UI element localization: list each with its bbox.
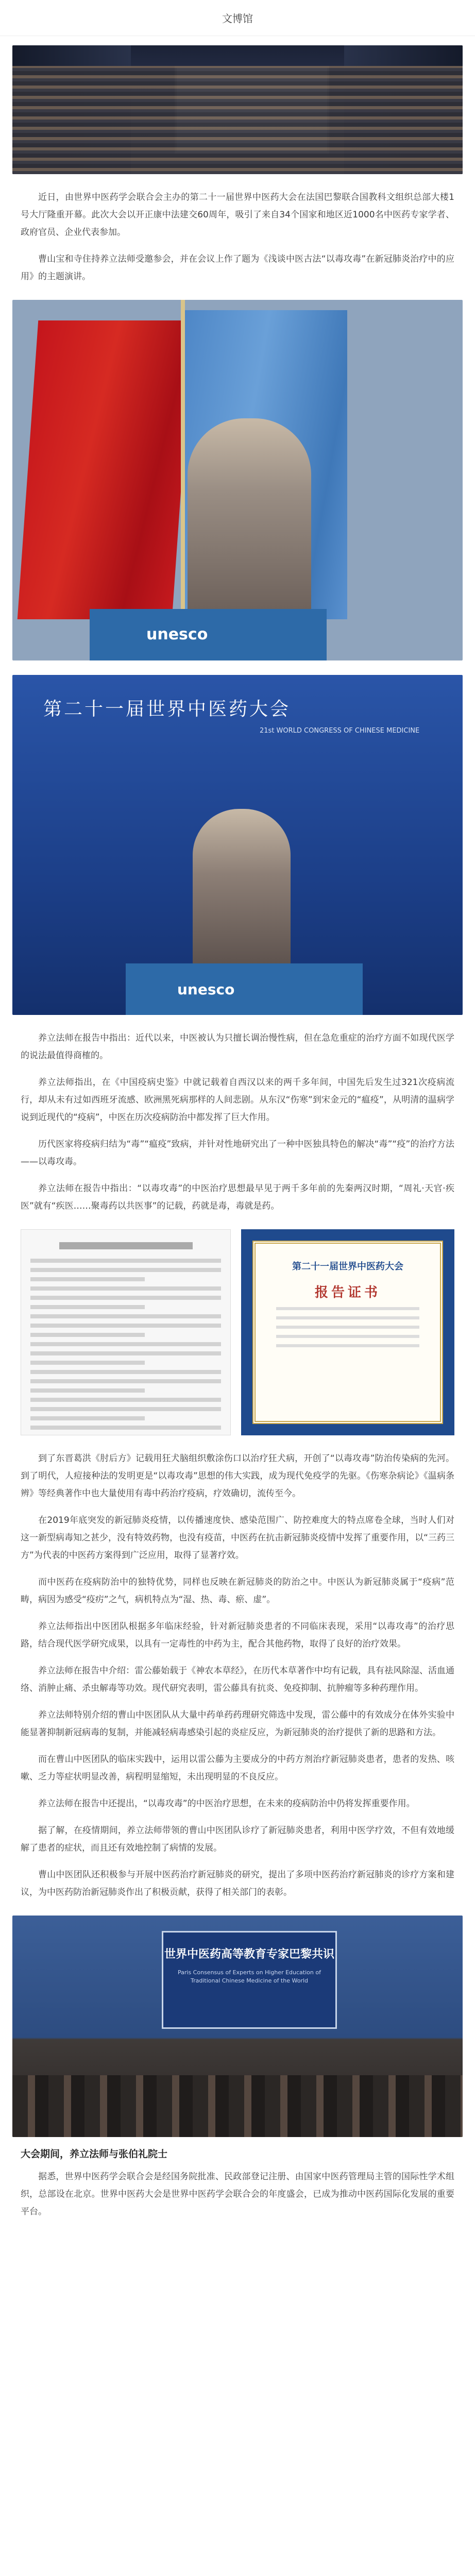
unesco-logo-text: unesco — [146, 625, 208, 643]
photo-caption: 大会期间，养立法师与张伯礼院士 — [21, 2148, 168, 2160]
paragraph-8: 在2019年底突发的新冠肺炎疫情，以传播速度快、感染范围广、防控难度大的特点席卷全球，当时人们对这一新型病毒知之甚少，没有特效药物，也没有疫苗，中医药在抗击新冠肺炎疫情中发挥了重要作用，以“三药三方”为代表的中医药方案得到广泛应用，取得了显著疗效。 — [21, 1515, 454, 1561]
certificate-org: 第二十一届世界中医药大会 — [292, 1261, 403, 1272]
paragraph-12: 养立法师特别介绍的曹山中医团队从大量中药单药药理研究筛选中发现，雷公藤中的有效成分在体外实验中能显著抑制新冠病毒的复制，并能减轻病毒感染引起的炎症反应，为新冠肺炎的治疗提供了新的思路和方法。 — [21, 1710, 454, 1738]
paragraph-3: 养立法师在报告中指出：近代以来，中医被认为只擅长调治慢性病，但在急危重症的治疗方面不如现代医学的说法最值得商榷的。 — [21, 1033, 454, 1061]
paragraph-6: 养立法师在报告中指出：“以毒攻毒”的中医治疗思想最早见于两千多年前的先秦两汉时期，“周礼·天官·疾医”就有“疾医……聚毒药以共医事”的记载，药就是毒，毒就是药。 — [21, 1183, 454, 1211]
paragraph-4: 养立法师指出，在《中国疫病史鉴》中就记载着自西汉以来的两千多年间，中国先后发生过321次疫病流行，却从未有过如西班牙流感、欧洲黑死病那样的人间悲剧。从东汉“伤寒”到宋金元的“瘟疫”，从明清的温病学说到近现代的“疫病”，中医在历次疫病防治中都发挥了巨大作用。 — [21, 1077, 454, 1123]
certificate-image — [241, 1229, 454, 1435]
paragraph-9: 而中医药在疫病防治中的独特优势，同样也反映在新冠肺炎的防治之中。中医认为新冠肺炎属于“疫病”范畴，病因为感受“疫疠”之气，病机特点为“湿、热、毒、瘀、虚”。 — [21, 1577, 454, 1605]
top-bar — [0, 0, 475, 36]
paragraph-5: 历代医家将疫病归结为“毒”“瘟疫”致病，并针对性地研究出了一种中医独具特色的解决“毒”“疫”的治疗方法——以毒攻毒。 — [21, 1139, 454, 1167]
podium — [90, 609, 327, 660]
congress-title: 第二十一届世界中医药大会 — [43, 699, 291, 720]
report-document — [21, 1229, 231, 1435]
certificate-title: 报告证书 — [314, 1285, 381, 1300]
banner-title: 世界中医药高等教育专家巴黎共识 — [164, 1948, 334, 1961]
speaker-flags-photo — [12, 300, 463, 660]
paragraph-2: 曹山宝和寺住持养立法师受邀参会，并在会议上作了题为《浅谈中医古法“以毒攻毒”在新冠肺炎治疗中的应用》的主题演讲。 — [21, 254, 454, 282]
speaker-stage-photo — [12, 675, 463, 1015]
china-flag — [18, 320, 193, 619]
page-title: 文博馆 — [222, 12, 253, 25]
closing-paragraph: 据悉，世界中医药学会联合会是经国务院批准、民政部登记注册、由国家中医药管理局主管的国际性学术组织，总部设在北京。世界中医药大会是世界中医药学会联合会的年度盛会，已成为推动中医药国际化发展的重要平台。 — [21, 2172, 454, 2217]
audience-rows — [12, 66, 463, 174]
auditorium-photo — [12, 45, 463, 174]
paragraph-11: 养立法师在报告中介绍：雷公藤始载于《神农本草经》，在历代本草著作中均有记载，具有祛风除湿、活血通络、消肿止痛、杀虫解毒等功效。现代研究表明，雷公藤具有抗炎、免疫抑制、抗肿瘤等多种药理作用。 — [21, 1666, 454, 1693]
paragraph-15: 据了解，在疫情期间，养立法师带领的曹山中医团队诊疗了新冠肺炎患者，利用中医学疗效，不但有效地缓解了患者的症状，而且还有效地控制了病情的发展。 — [21, 1825, 454, 1853]
banner-subtitle: Paris Consensus of Experts on Higher Education of Traditional Chinese Medicine of the World — [178, 1969, 321, 1984]
paragraph-10: 养立法师指出中医团队根据多年临床经验，针对新冠肺炎患者的不同临床表现，采用“以毒攻毒”的治疗思路，结合现代医学研究成果，以具有一定毒性的中药为主，配合其他药物，取得了良好的治疗效果。 — [21, 1621, 454, 1649]
forum-banner — [162, 1931, 337, 2029]
paragraph-13: 而在曹山中医团队的临床实践中，运用以雷公藤为主要成分的中药方剂治疗新冠肺炎患者，患者的发热、咳嗽、乏力等症状明显改善，病程明显缩短，未出现明显的不良反应。 — [21, 1754, 454, 1782]
paragraph-16: 曹山中医团队还积极参与开展中医药治疗新冠肺炎的研究，提出了多项中医药治疗新冠肺炎的诊疗方案和建议，为中医药防治新冠肺炎作出了积极贡献，获得了相关部门的表彰。 — [21, 1870, 454, 1897]
unesco-logo-text: unesco — [177, 981, 235, 998]
paragraph-14: 养立法师在报告中还提出，“以毒攻毒”的中医治疗思想，在未来的疫病防治中仍将发挥重要作用。 — [38, 1799, 415, 1809]
congress-subtitle: 21st WORLD CONGRESS OF CHINESE MEDICINE — [260, 727, 420, 735]
forum-photo — [12, 1916, 463, 2137]
audience-crowd — [12, 2075, 463, 2137]
paragraph-7: 到了东晋葛洪《肘后方》记载用狂犬脑组织敷涂伤口以治疗狂犬病，开创了“以毒攻毒”防治传染病的先河。到了明代，人痘接种法的发明更是“以毒攻毒”思想的伟大实践，成为现代免疫学的先驱。《伤寒杂病论》《温病条辨》等经典著作中也大量使用有毒中药治疗疫病，疗效确切，流传至今。 — [21, 1453, 454, 1499]
document-images — [21, 1229, 454, 1435]
paragraph-1: 近日，由世界中医药学会联合会主办的第二十一届世界中医药大会在法国巴黎联合国教科文组织总部大楼1号大厅隆重开幕。此次大会以开正康中法建交60周年，吸引了来自34个国家和地区近1000名中医药专家学者、政府官员、企业代表参加。 — [21, 192, 454, 238]
podium — [126, 963, 363, 1015]
